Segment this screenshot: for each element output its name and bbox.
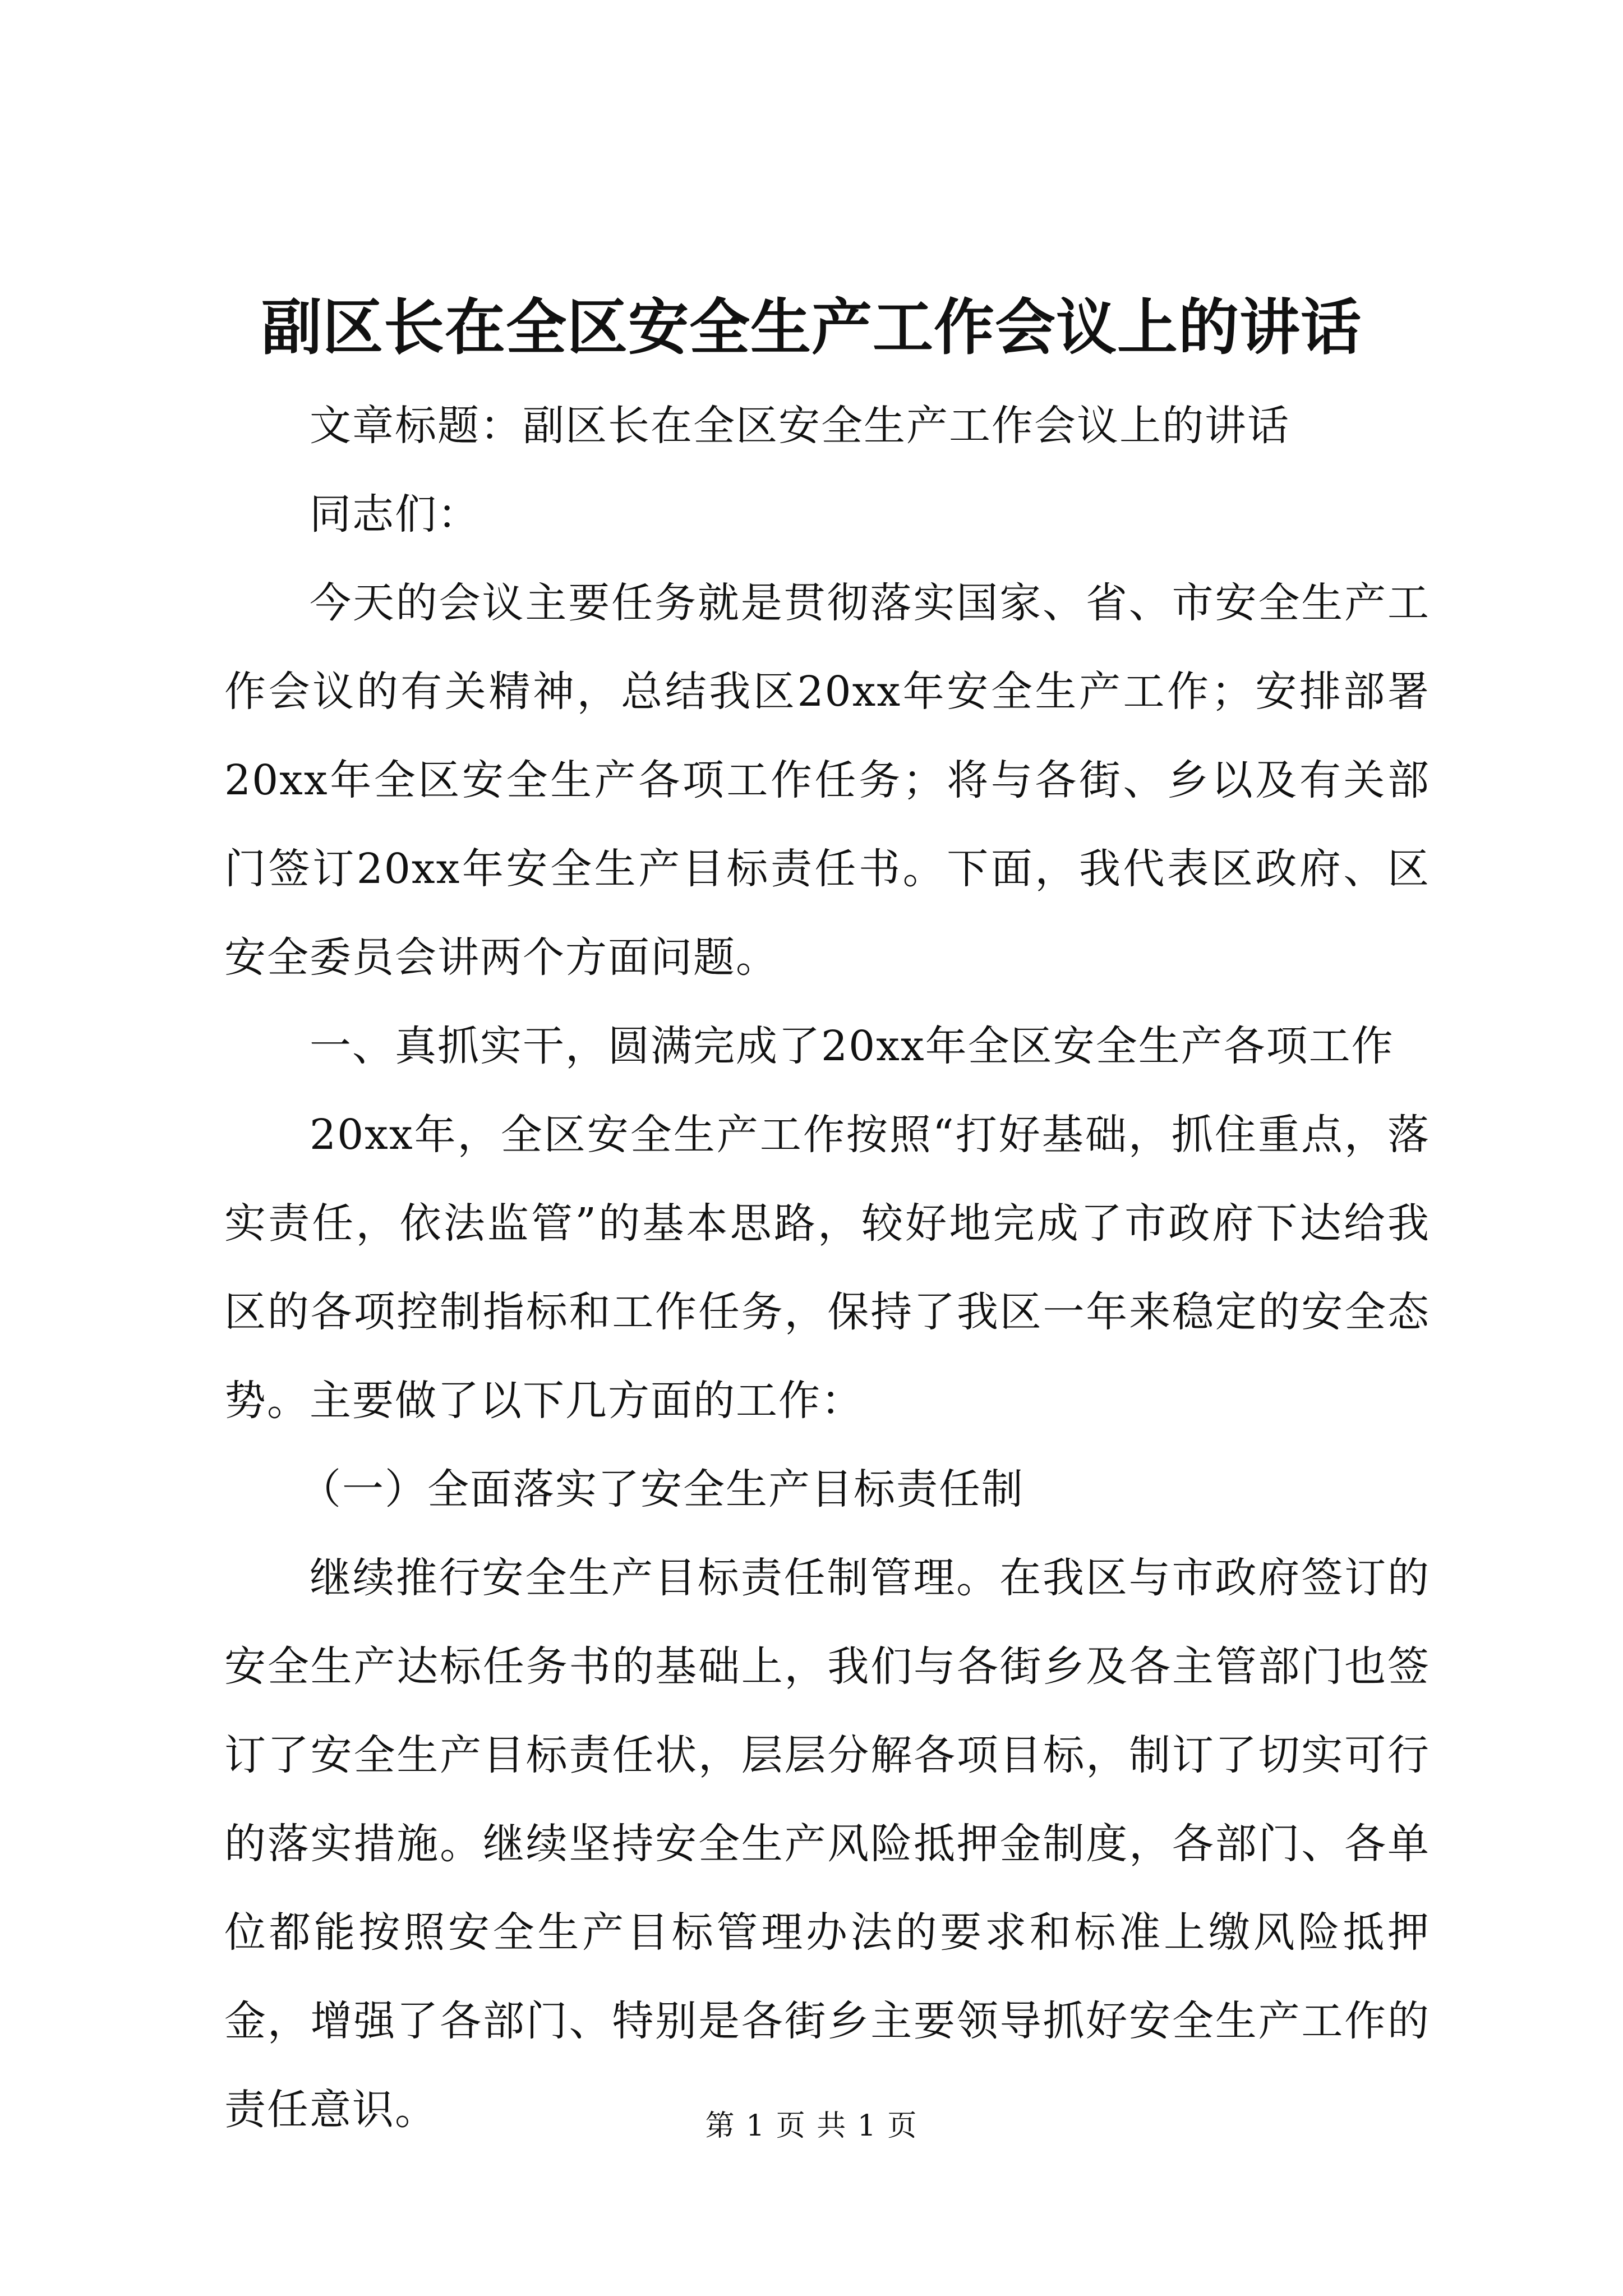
page-number: 第 1 页 共 1 页 [705, 2109, 918, 2143]
article-title-line: 文章标题：副区长在全区安全生产工作会议上的讲话 [310, 402, 1290, 450]
document-body [224, 381, 1430, 2154]
paragraph-summary: 20xx年，全区安全生产工作按照“打好基础，抓住重点，落实责任，依法监管”的基本思路，较好地完成了市政府下达给我区的各项控制指标和工作任务，保持了我区一年来稳定的安全态势。主要做了以下几方面的工作： [224, 1111, 1430, 1425]
paragraph-responsibility: 继续推行安全生产目标责任制管理。在我区与市政府签订的安全生产达标任务书的基础上，我们与各街乡及各主管部门也签订了安全生产目标责任状，层层分解各项目标，制订了切实可行的落实措施。继续坚持安全生产风险抵押金制度，各部门、各单位都能按照安全生产目标管理办法的要求和标准上缴风险抵押金，增强了各部门、特别是各街乡主要领导抓好安全生产工作的责任意识。 [224, 1554, 1430, 2134]
document-title: 副区长在全区安全生产工作会议上的讲话 [261, 293, 1362, 363]
salutation: 同志们： [310, 490, 480, 539]
paragraph-intro: 今天的会议主要任务就是贯彻落实国家、省、市安全生产工作会议的有关精神，总结我区20xx年安全生产工作；安排部署20xx年全区安全生产各项工作任务；将与各街、乡以及有关部门签订20xx年安全生产目标责任书。下面，我代表区政府、区安全委员会讲两个方面问题。 [224, 579, 1430, 982]
subsection-heading-1: （一）全面落实了安全生产目标责任制 [299, 1465, 1024, 1513]
section-heading-1: 一、真抓实干，圆满完成了20xx年全区安全生产各项工作 [310, 1022, 1394, 1070]
